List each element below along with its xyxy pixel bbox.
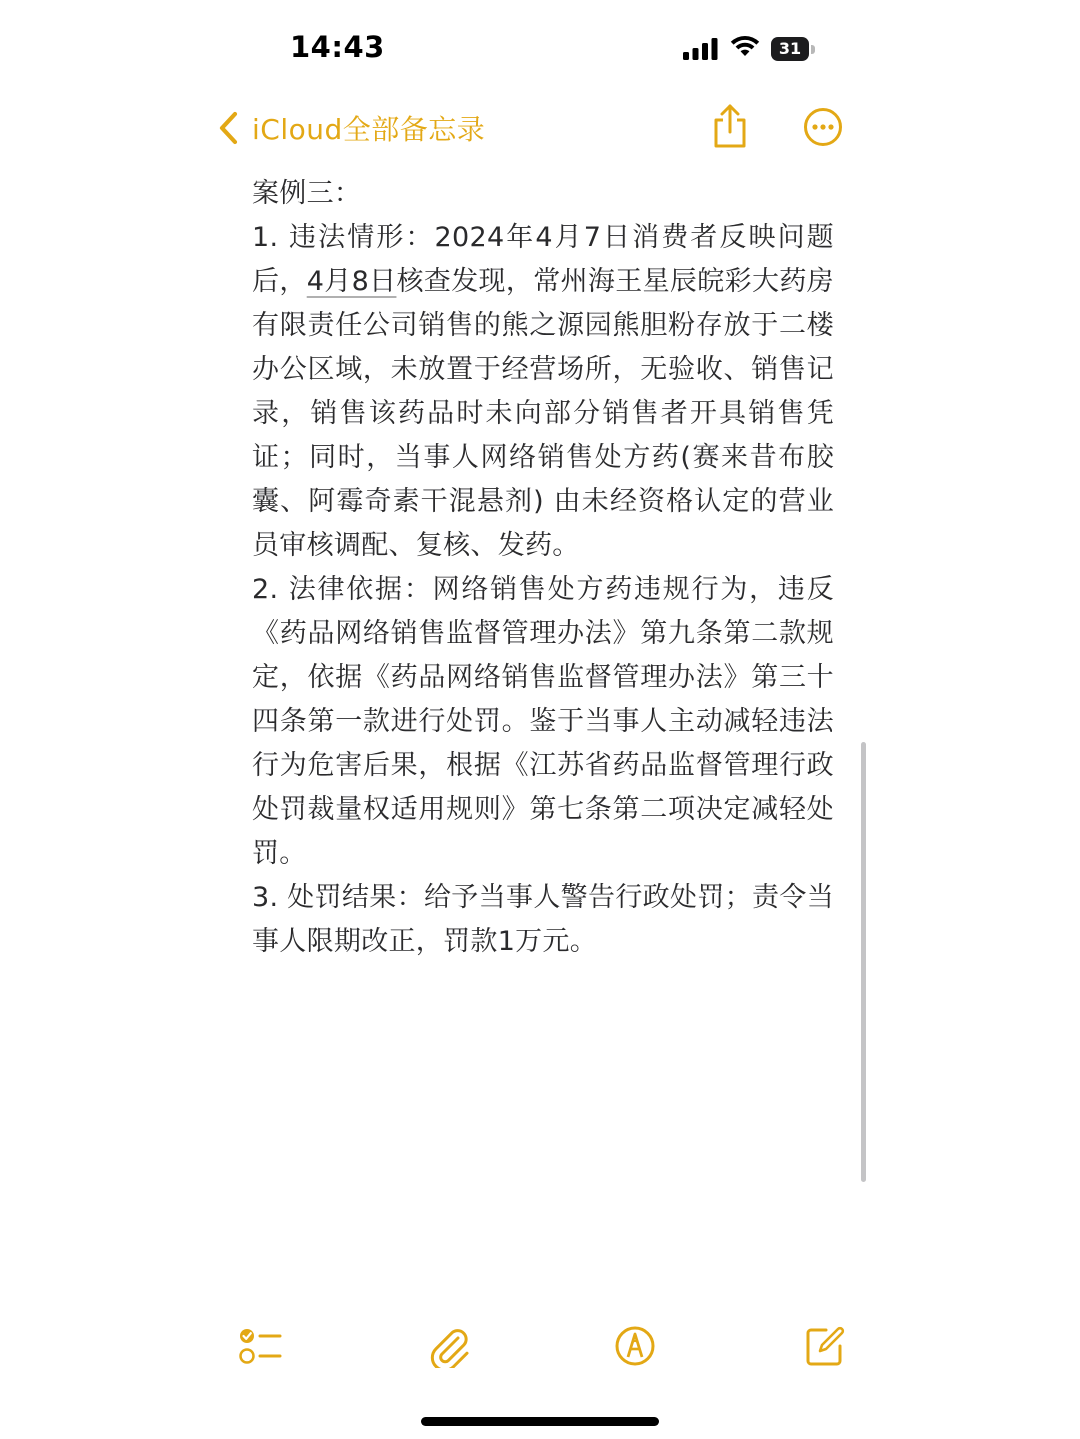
share-button[interactable]: [710, 104, 750, 154]
markup-pen-icon: [614, 1324, 656, 1368]
chevron-left-icon: [218, 111, 238, 145]
back-label: iCloud全部备忘录: [252, 113, 486, 146]
note-paragraph-legal-basis: 2. 法律依据：网络销售处方药违规行为，违反《药品网络销售监督管理办法》第九条第二款规定，依据《药品网络销售监督管理办法》第三十四条第一款进行处罚。鉴于当事人主动减轻违法行为危害后果，根据《江苏省药品监督管理行政处罚裁量权适用规则》第七条第二项决定减轻处罚。: [252, 574, 834, 869]
battery-cap: [811, 45, 815, 54]
back-button[interactable]: [218, 104, 485, 152]
cellular-signal-icon: [683, 38, 719, 60]
share-icon: [710, 104, 750, 150]
home-indicator[interactable]: [421, 1417, 659, 1426]
battery-indicator: [771, 37, 809, 61]
violation-text-start: 1. 违法情形：2024年4月7日消费者反映问题后，: [252, 222, 834, 297]
nav-bar: [0, 96, 1080, 160]
paperclip-icon: [428, 1324, 470, 1368]
checklist-icon: [236, 1324, 284, 1368]
status-time: 14:43: [290, 30, 385, 64]
markup-button[interactable]: [614, 1324, 656, 1372]
note-body[interactable]: [252, 172, 834, 964]
attachment-button[interactable]: [428, 1324, 470, 1372]
violation-text-rest: 核查发现，常州海王星辰皖彩大药房有限责任公司销售的熊之源园熊胆粉存放于二楼办公区域，未放置于经营场所，无验收、销售记录，销售该药品时未向部分销售者开具销售凭证；同时，当事人网络销售处方药(赛来昔布胶囊、阿霉奇素干混悬剂) 由未经资格认定的营业员审核调配、复核、发药。: [252, 266, 834, 561]
ellipsis-circle-icon: [803, 107, 843, 147]
note-paragraph-penalty: 3. 处罚结果：给予当事人警告行政处罚；责令当事人限期改正，罚款1万元。: [252, 882, 834, 957]
checklist-button[interactable]: [236, 1324, 284, 1372]
note-heading: 案例三：: [252, 178, 362, 209]
more-button[interactable]: [803, 107, 843, 151]
battery-level: 31: [778, 39, 802, 58]
compose-icon: [804, 1324, 846, 1368]
scroll-indicator[interactable]: [861, 742, 866, 1182]
bottom-toolbar: [0, 1318, 1080, 1378]
note-paragraph-violation: [252, 216, 834, 568]
underlined-date: 4月8日: [306, 266, 397, 297]
status-bar: [0, 0, 1080, 100]
compose-button[interactable]: [804, 1324, 846, 1372]
wifi-icon: [730, 34, 760, 58]
